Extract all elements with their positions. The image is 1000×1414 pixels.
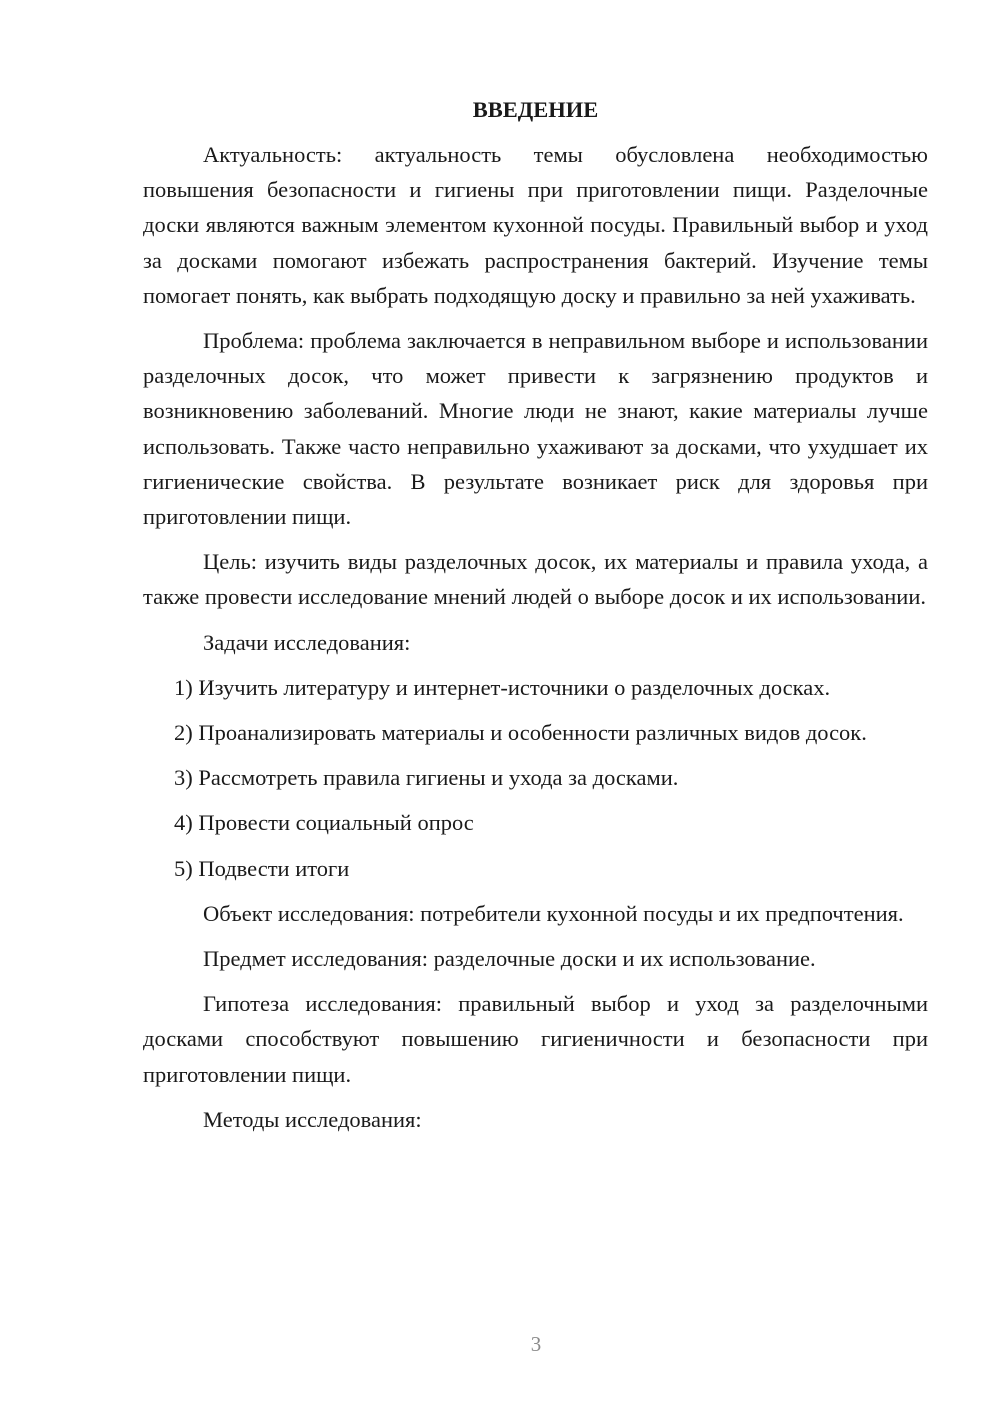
subject-paragraph: Предмет исследования: разделочные доски и их использование.	[203, 946, 816, 972]
document-body	[143, 92, 928, 1147]
object-paragraph: Объект исследования: потребители кухонной посуды и их предпочтения.	[203, 900, 904, 926]
task-item-2: 2) Проанализировать материалы и особенности различных видов досок.	[174, 720, 867, 746]
tasks-heading: Задачи исследования:	[203, 629, 411, 655]
task-item-1: 1) Изучить литературу и интернет-источники о разделочных досках.	[174, 674, 831, 700]
problem-paragraph: Проблема: проблема заключается в неправильном выборе и использовании разделочных досок, что может привести к загрязнению продуктов и возникновению заболеваний. Многие люди не знают, какие материалы лучше использовать. Также часто неправильно ухаживают за досками, что ухудшает их гигиенические свойства. В результате возникает риск для здоровья при приготовлении пищи.	[143, 328, 928, 530]
methods-heading: Методы исследования:	[203, 1106, 422, 1132]
page-number: 3	[530, 1332, 542, 1356]
goal-paragraph: Цель: изучить виды разделочных досок, их материалы и правила ухода, а также провести исследование мнений людей о выборе досок и их использовании.	[143, 549, 928, 610]
section-title: ВВЕДЕНИЕ	[472, 97, 599, 122]
task-item-4: 4) Провести социальный опрос	[174, 810, 474, 836]
hypothesis-paragraph: Гипотеза исследования: правильный выбор и уход за разделочными досками способствуют повышению гигиеничности и безопасности при приготовлении пищи.	[143, 991, 928, 1087]
task-item-3: 3) Рассмотреть правила гигиены и ухода за досками.	[174, 765, 679, 791]
relevance-paragraph: Актуальность: актуальность темы обусловлена необходимостью повышения безопасности и гигиены при приготовлении пищи. Разделочные доски являются важным элементом кухонной посуды. Правильный выбор и уход за досками помогают избежать распространения бактерий. Изучение темы помогает понять, как выбрать подходящую доску и правильно за ней ухаживать.	[143, 142, 928, 308]
task-item-5: 5) Подвести итоги	[174, 855, 350, 881]
